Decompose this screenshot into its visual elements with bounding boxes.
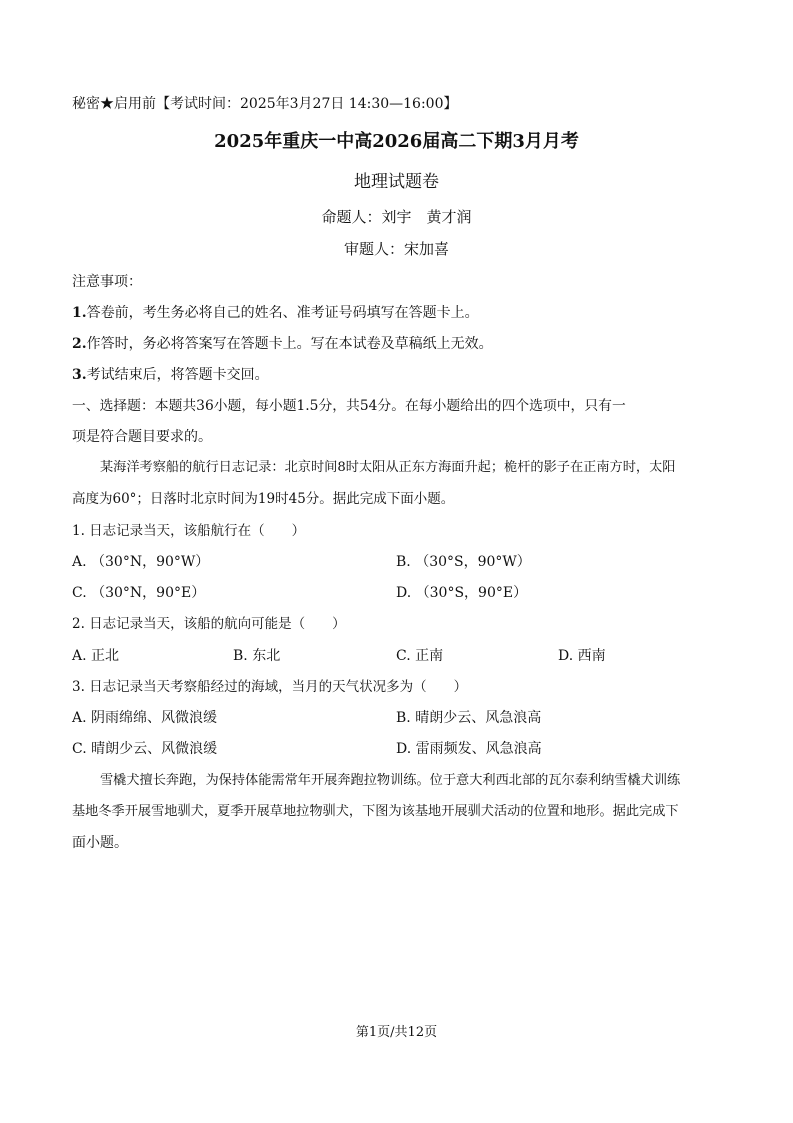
notice-heading: 注意事项： <box>72 274 142 290</box>
question-2-option-d: D. 西南 <box>558 648 606 664</box>
question-2-option-b: B. 东北 <box>233 648 281 664</box>
notice-item-number: 3. <box>72 367 87 383</box>
section-heading-line-2: 项是符合题目要求的。 <box>72 429 212 445</box>
notice-item-text: 答卷前，考生务必将自己的姓名、准考证号码填写在答题卡上。 <box>86 305 479 321</box>
authors-line: 命题人：刘宇 黄才润 <box>321 208 472 226</box>
question-1-option-c: C. （30°N，90°E） <box>72 585 206 601</box>
question-1-option-b: B. （30°S，90°W） <box>396 554 531 570</box>
passage-1-line-2: 高度为60°；日落时北京时间为19时45分。据此完成下面小题。 <box>72 491 455 507</box>
notice-item-text: 作答时，务必将答案写在答题卡上。写在本试卷及草稿纸上无效。 <box>86 336 493 352</box>
notice-item-3 <box>72 365 269 385</box>
passage-2-line-1: 雪橇犬擅长奔跑，为保持体能需常年开展奔跑拉物训练。位于意大利西北部的瓦尔泰利纳雪橇犬训练 <box>100 773 681 788</box>
reviewer-line: 审题人：宋加喜 <box>343 240 449 258</box>
question-2-option-c: C. 正南 <box>396 648 444 664</box>
question-1-stem: 1. 日志记录当天，该船航行在（ ） <box>72 523 306 539</box>
question-3-option-a: A. 阴雨绵绵、风微浪缓 <box>72 710 218 726</box>
question-2-option-a: A. 正北 <box>72 648 120 664</box>
question-1-option-d: D. （30°S，90°E） <box>396 585 528 601</box>
question-3-option-b: B. 晴朗少云、风急浪高 <box>396 710 542 726</box>
confidential-line: 秘密★启用前【考试时间：2025年3月27日 14:30—16:00】 <box>72 96 458 112</box>
passage-2-line-2: 基地冬季开展雪地驯犬，夏季开展草地拉物驯犬，下图为该基地开展驯犬活动的位置和地形。据此完成下 <box>72 804 679 819</box>
notice-item-number: 2. <box>72 336 87 352</box>
question-1-option-a: A. （30°N，90°W） <box>72 554 210 570</box>
notice-item-text: 考试结束后，将答题卡交回。 <box>86 367 269 383</box>
question-3-stem: 3. 日志记录当天考察船经过的海域，当月的天气状况多为（ ） <box>72 679 468 695</box>
passage-1-line-1: 某海洋考察船的航行日志记录：北京时间8时太阳从正东方海面升起；桅杆的影子在正南方时，太阳 <box>100 460 676 475</box>
passage-2-line-3: 面小题。 <box>72 835 128 851</box>
section-heading-line-1: 一、选择题：本题共36小题，每小题1.5分，共54分。在每小题给出的四个选项中，只有一 <box>72 398 626 414</box>
question-3-option-d: D. 雷雨频发、风急浪高 <box>396 741 542 757</box>
exam-title: 2025年重庆一中高2026届高二下期3月月考 <box>214 131 579 152</box>
question-2-stem: 2. 日志记录当天，该船的航向可能是（ ） <box>72 616 346 632</box>
exam-subtitle: 地理试题卷 <box>354 172 439 192</box>
question-3-option-c: C. 晴朗少云、风微浪缓 <box>72 741 218 757</box>
page-number: 第1页/共12页 <box>355 1025 438 1040</box>
notice-item-2 <box>72 334 493 354</box>
notice-item-1 <box>72 303 479 323</box>
notice-item-number: 1. <box>72 305 87 321</box>
